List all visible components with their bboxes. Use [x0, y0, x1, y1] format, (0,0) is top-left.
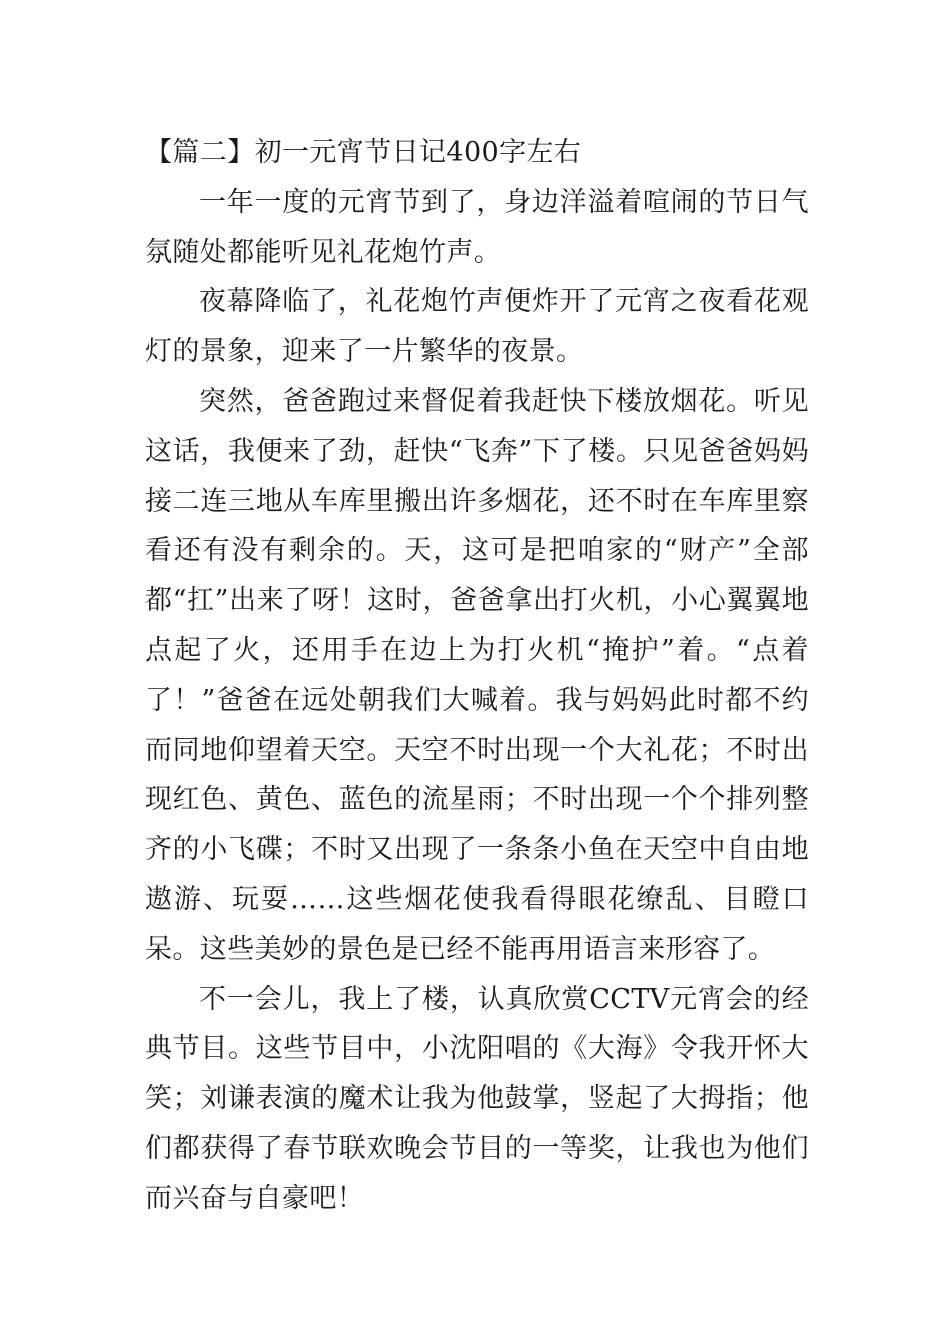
paragraph-1: 一年一度的元宵节到了，身边洋溢着喧闹的节日气氛随处都能听见礼花炮竹声。	[145, 186, 809, 268]
paragraph-3: 突然，爸爸跑过来督促着我赶快下楼放烟花。听见这话，我便来了劲，赶快“飞奔”下了楼。只见爸爸妈妈接二连三地从车库里搬出许多烟花，还不时在车库里察看还有没有剩余的。天，这可是把咱家的“财产”全部都“扛”出来了呀！这时，爸爸拿出打火机，小心翼翼地点起了火，还用手在边上为打火机“掩护”着。“点着了！”爸爸在远处朝我们大喊着。我与妈妈此时都不约而同地仰望着天空。天空不时出现一个大礼花；不时出现红色、黄色、蓝色的流星雨；不时出现一个个排列整齐的小飞碟；不时又出现了一条条小鱼在天空中自由地遨游、玩耍……这些烟花使我看得眼花缭乱、目瞪口呆。这些美妙的景色是已经不能再用语言来形容了。	[145, 385, 809, 965]
document-page	[145, 128, 809, 1224]
paragraph-2: 夜幕降临了，礼花炮竹声便炸开了元宵之夜看花观灯的景象，迎来了一片繁华的夜景。	[145, 286, 809, 368]
document-title: 【篇二】初一元宵节日记400字左右	[145, 137, 582, 168]
paragraph-4: 不一会儿，我上了楼，认真欣赏CCTV元宵会的经典节目。这些节目中，小沈阳唱的《大海》令我开怀大笑；刘谦表演的魔术让我为他鼓掌，竖起了大拇指；他们都获得了春节联欢晚会节目的一等奖，让我也为他们而兴奋与自豪吧！	[145, 983, 809, 1214]
